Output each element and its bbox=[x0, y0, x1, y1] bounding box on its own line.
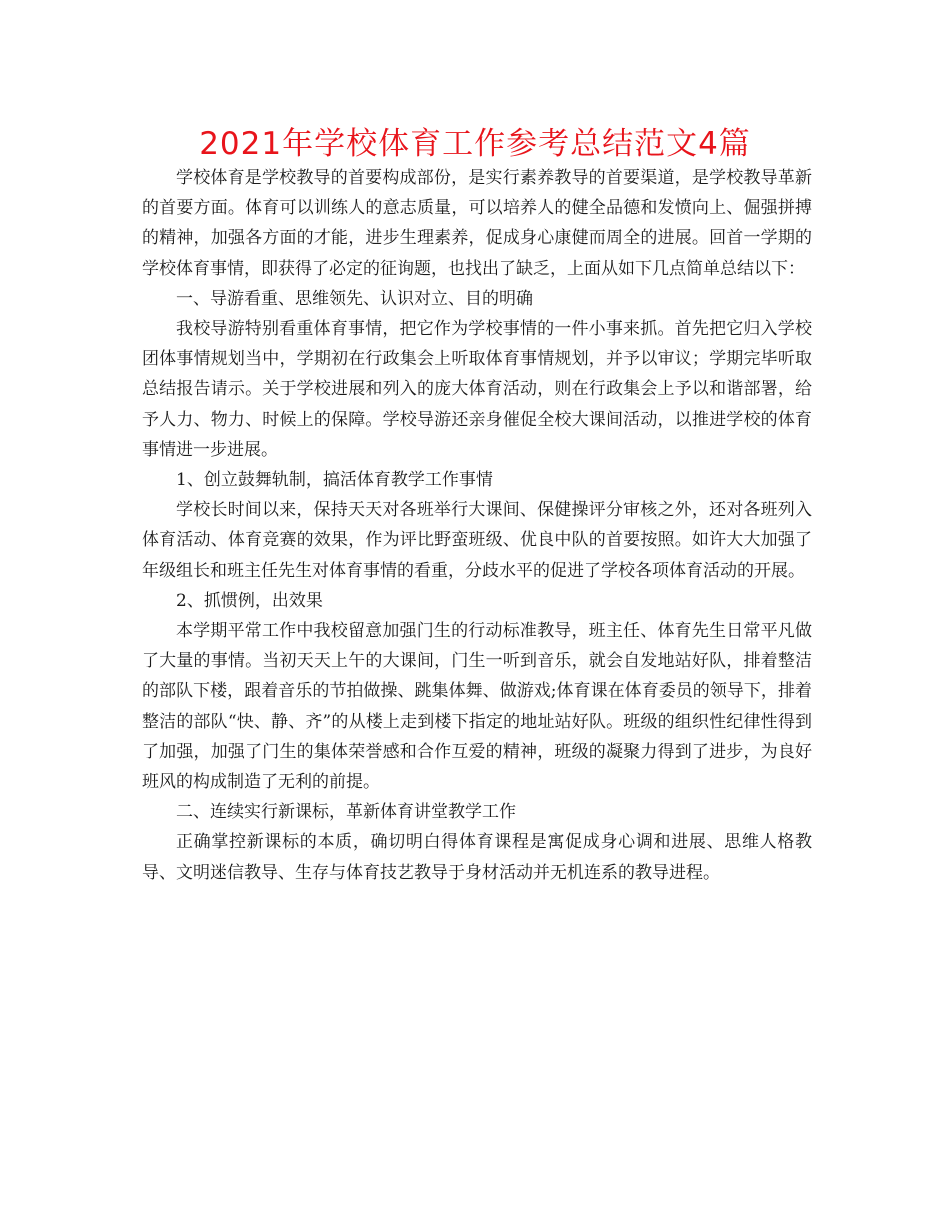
document-title: 2021年学校体育工作参考总结范文4篇 bbox=[199, 126, 751, 162]
document-body bbox=[142, 163, 812, 888]
paragraph-leadership: 我校导游特别看重体育事情，把它作为学校事情的一件小事来抓。首先把它归入学校团体事情规划当中，学期初在行政集会上听取体育事情规划，并予以审议；学期完毕听取总结报告请示。关于学校进展和列入的庞大体育活动，则在行政集会上予以和谐部署，给予人力、物力、时候上的保障。学校导游还亲身催促全校大课间活动，以推进学校的体育事情进一步进展。 bbox=[142, 319, 812, 460]
paragraph-routine: 本学期平常工作中我校留意加强门生的行动标准教导，班主任、体育先生日常平凡做了大量的事情。当初天天上午的大课间，门生一听到音乐，就会自发地站好队，排着整洁的部队下楼，跟着音乐的节拍做操、跳集体舞、做游戏;体育课在体育委员的领导下，排着整洁的部队“快、静、齐”的从楼上走到楼下指定的地址站好队。班级的组织性纪律性得到了加强，加强了门生的集体荣誉感和合作互爱的精神，班级的凝聚力得到了进步，为良好班风的构成制造了无利的前提。 bbox=[142, 621, 812, 793]
section-heading-1: 一、导游看重、思维领先、认识对立、目的明确 bbox=[176, 288, 533, 309]
paragraph-incentive: 学校长时间以来，保持天天对各班举行大课间、保健操评分审核之外，还对各班列入体育活动、体育竞赛的效果，作为评比野蛮班级、优良中队的首要按照。如许大大加强了年级组长和班主任先生对体育事情的看重，分歧水平的促进了学校各项体育活动的开展。 bbox=[142, 500, 812, 581]
section-heading-2: 二、连续实行新课标，革新体育讲堂教学工作 bbox=[176, 802, 516, 823]
paragraph-curriculum: 正确掌控新课标的本质，确切明白得体育课程是寓促成身心调和进展、思维人格教导、文明迷信教导、生存与体育技艺教导于身材活动并无机连系的教导进程。 bbox=[142, 832, 812, 883]
paragraph-intro: 学校体育是学校教导的首要构成部份，是实行素养教导的首要渠道，是学校教导革新的首要方面。体育可以训练人的意志质量，可以培养人的健全品德和发愤向上、倔强拼搏的精神，加强各方面的才能，进步生理素养，促成身心康健而周全的进展。回首一学期的学校体育事情，即获得了必定的征询题，也找出了缺乏，上面从如下几点简单总结以下： bbox=[142, 168, 812, 279]
subsection-heading-2: 2、抓惯例，出效果 bbox=[176, 590, 323, 611]
subsection-heading-1: 1、创立鼓舞轨制，搞活体育教学工作事情 bbox=[176, 470, 493, 491]
